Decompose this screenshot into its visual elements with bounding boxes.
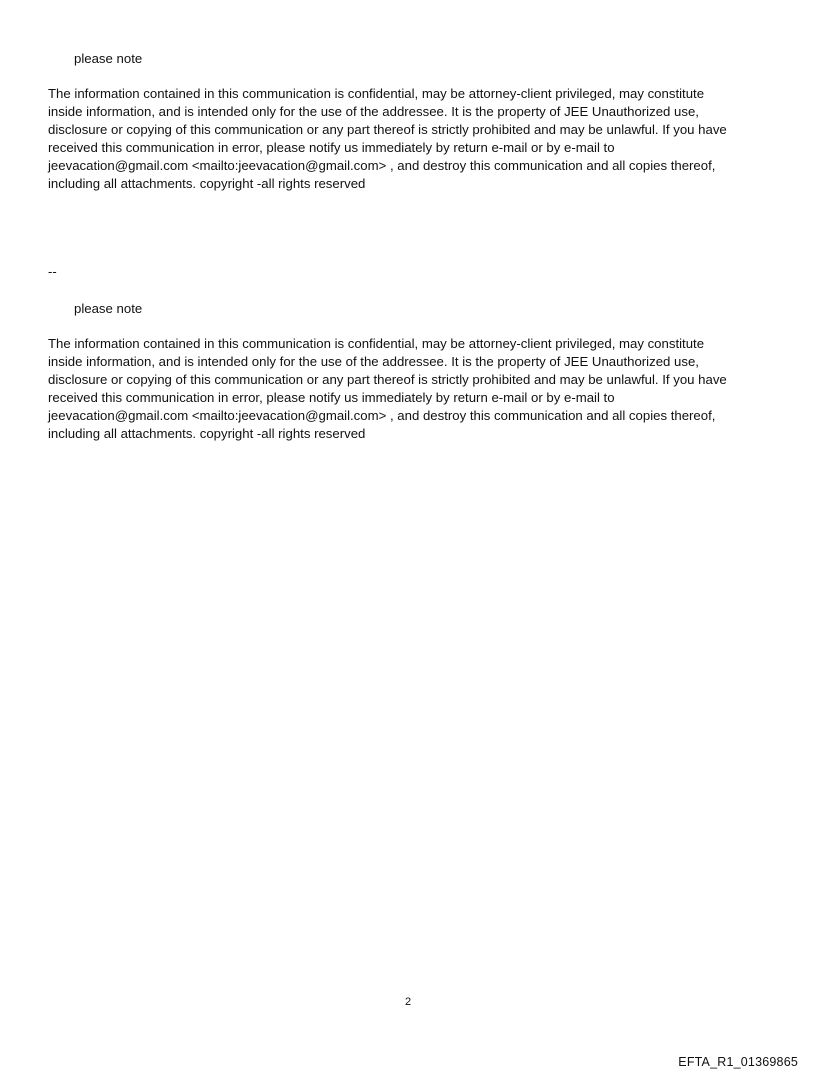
disclaimer-line: inside information, and is intended only for the use of the addressee. It is the property of JEE Unauthorized use, (48, 354, 699, 369)
disclaimer-line: disclosure or copying of this communication or any part thereof is strictly prohibited and may be unlawful. If you have (48, 122, 727, 137)
disclaimer-block-1 (48, 85, 768, 193)
disclaimer-line: The information contained in this communication is confidential, may be attorney-client privileged, may constitute (48, 86, 705, 101)
disclaimer-line: jeevacation@gmail.com <mailto:jeevacation@gmail.com> , and destroy this communication and all copies thereof, (48, 408, 716, 423)
note-label: please note (74, 51, 143, 66)
disclaimer-line: The information contained in this communication is confidential, may be attorney-client privileged, may constitute (48, 336, 705, 351)
note-section-1 (48, 50, 768, 67)
disclaimer-line: including all attachments. copyright -all rights reserved (48, 426, 366, 441)
disclaimer-line: disclosure or copying of this communication or any part thereof is strictly prohibited and may be unlawful. If you have (48, 372, 727, 387)
disclaimer-line: including all attachments. copyright -all rights reserved (48, 176, 366, 191)
bates-number: EFTA_R1_01369865 (678, 1055, 798, 1069)
disclaimer-line: jeevacation@gmail.com <mailto:jeevacation@gmail.com> , and destroy this communication and all copies thereof, (48, 158, 716, 173)
disclaimer-block-2 (48, 335, 768, 443)
note-label: please note (74, 301, 143, 316)
page-number: 2 (404, 996, 412, 1008)
disclaimer-line: received this communication in error, please notify us immediately by return e-mail or by e-mail to (48, 390, 615, 405)
disclaimer-line: inside information, and is intended only for the use of the addressee. It is the property of JEE Unauthorized use, (48, 104, 699, 119)
signature-separator: -- (48, 264, 57, 279)
disclaimer-line: received this communication in error, please notify us immediately by return e-mail or by e-mail to (48, 140, 615, 155)
note-section-2 (48, 300, 768, 317)
